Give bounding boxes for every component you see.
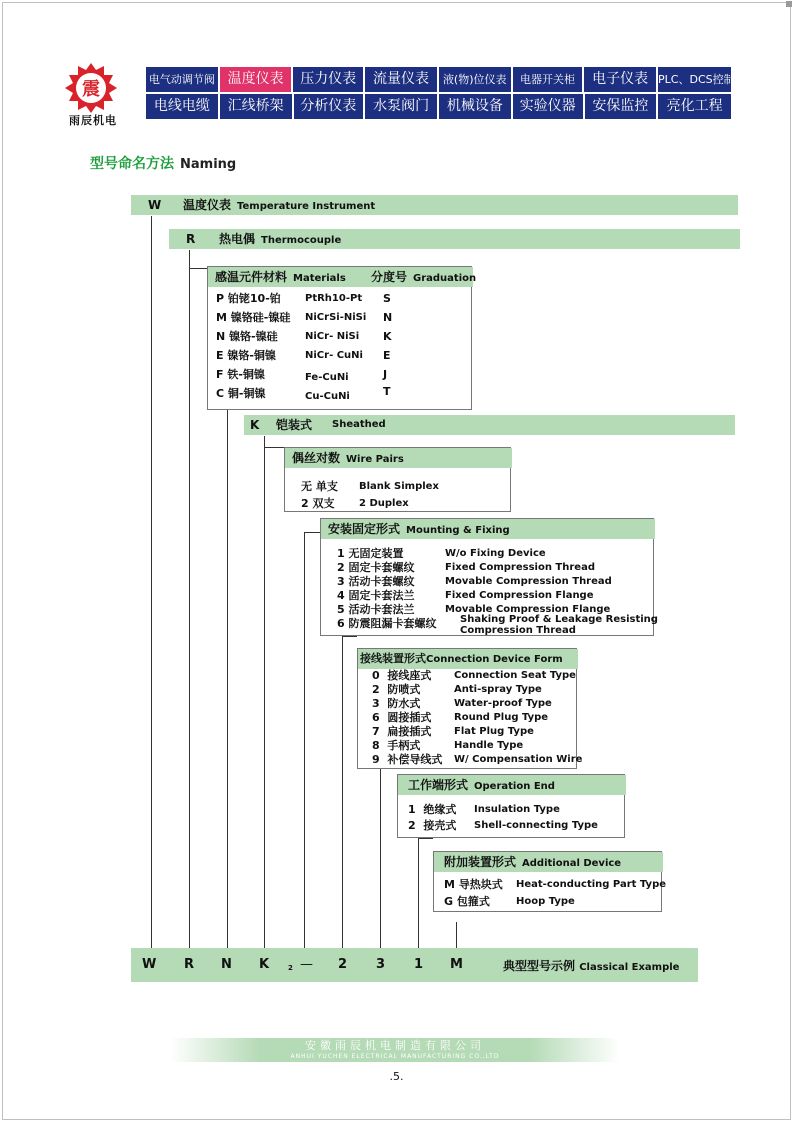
connector-n: [227, 410, 228, 948]
material-en: NiCr- CuNi: [305, 350, 363, 361]
additional-en: Heat-conducting Part Type: [516, 879, 667, 890]
additional-cn: 包箍式: [456, 895, 490, 908]
connection-code: 2: [372, 683, 380, 696]
material-code: M: [216, 311, 227, 324]
mounting-code: 1: [337, 547, 345, 560]
connection-cn: 防水式: [387, 697, 421, 710]
operation-en: Shell-connecting Type: [474, 820, 598, 831]
additional-en: Hoop Type: [516, 896, 575, 907]
material-grad: N: [383, 311, 393, 324]
connection-code: 9: [372, 753, 380, 766]
mounting-row: [337, 561, 415, 575]
mounting-box: [320, 518, 658, 636]
wire-pairs-head: [285, 448, 512, 468]
additional-head: [434, 852, 663, 872]
wire-pair-cn: 单支: [315, 480, 338, 493]
material-en: NiCr- NiSi: [305, 331, 360, 342]
wire-pair-code: 2: [301, 497, 309, 510]
nav-item[interactable]: PLC、DCS控制系统: [658, 67, 731, 92]
operation-row: [408, 803, 456, 817]
nav-item[interactable]: 流量仪表: [365, 67, 437, 92]
mounting-row: [337, 575, 415, 589]
operation-head-en: Operation End: [474, 781, 555, 792]
level-w-code: W: [148, 198, 162, 212]
operation-head: [398, 775, 626, 795]
connector-pairs: [304, 532, 305, 948]
mounting-cn: 固定卡套法兰: [348, 589, 415, 602]
logo-text: 雨辰机电: [69, 114, 117, 127]
section-title-en: Naming: [180, 157, 237, 172]
material-code: C: [216, 387, 225, 400]
connector-r-h: [189, 268, 207, 269]
mounting-en: Movable Compression Flange: [445, 604, 611, 615]
mounting-code: 5: [337, 603, 345, 616]
mounting-row: [337, 617, 437, 631]
material-en: Cu-CuNi: [305, 391, 350, 402]
mounting-en: W/o Fixing Device: [445, 548, 546, 559]
mounting-cn: 活动卡套螺纹: [348, 575, 415, 588]
material-grad: E: [383, 349, 391, 362]
materials-head-cn: 感温元件材料: [215, 270, 288, 284]
connection-head-cn: 接线装置形式: [360, 652, 426, 665]
connector-op-h: [418, 838, 433, 839]
operation-cn: 接壳式: [423, 819, 457, 832]
wire-pair-row: [301, 497, 335, 511]
mounting-cn: 固定卡套螺纹: [348, 561, 415, 574]
additional-box: [433, 851, 667, 912]
material-row: [216, 292, 281, 306]
mounting-en-line1: Shaking Proof & Leakage Resisting: [460, 614, 658, 625]
nav-item[interactable]: 电气动调节阀: [146, 67, 218, 92]
connection-en: Round Plug Type: [454, 712, 549, 723]
mounting-code: 4: [337, 589, 345, 602]
connector-op: [418, 838, 419, 948]
wire-pairs-head-en: Wire Pairs: [346, 454, 404, 465]
connection-code: 6: [372, 711, 380, 724]
operation-code: 2: [408, 819, 416, 832]
wire-pairs-head-cn: 偶丝对数: [292, 451, 341, 465]
connection-row: [372, 739, 420, 753]
operation-en: Insulation Type: [474, 804, 560, 815]
connection-code: 8: [372, 739, 380, 752]
connector-add: [456, 922, 457, 948]
wire-pairs-box: [284, 447, 511, 512]
corner-mark: [786, 1, 792, 7]
connection-cn: 圆接插式: [387, 711, 432, 724]
nav-row-1: [146, 67, 757, 92]
level-k-cn: 铠装式: [276, 418, 313, 432]
mounting-row: [337, 589, 415, 603]
mounting-cn: 活动卡套法兰: [348, 603, 415, 616]
mounting-head: [321, 519, 655, 539]
material-grad: J: [383, 368, 388, 381]
material-row: [216, 368, 265, 382]
level-w-en: Temperature Instrument: [237, 201, 376, 212]
nav-item[interactable]: 电器开关柜: [513, 67, 583, 92]
level-w-bar: [131, 195, 738, 215]
nav-item[interactable]: 亮化工程: [658, 94, 731, 119]
logo-char: 震: [82, 79, 100, 100]
nav-item[interactable]: 电线电缆: [146, 94, 218, 119]
wire-pair-row: [301, 480, 338, 494]
example-letter: K: [259, 957, 270, 972]
connection-cn: 防喷式: [387, 683, 421, 696]
mounting-en: [460, 614, 658, 636]
material-code: E: [216, 349, 224, 362]
operation-box: [397, 774, 625, 838]
mounting-row: [337, 603, 415, 617]
example-letter: R: [184, 957, 195, 972]
connection-cn: 扁接插式: [387, 725, 432, 738]
connector-mount: [342, 636, 343, 948]
material-grad: K: [383, 330, 392, 343]
mounting-en: Fixed Compression Thread: [445, 562, 595, 573]
section-title: [90, 153, 236, 173]
mounting-code: 3: [337, 575, 345, 588]
connection-code: 7: [372, 725, 380, 738]
level-k-en: Sheathed: [332, 419, 386, 430]
connection-row: [372, 683, 420, 697]
example-label-cn: 典型型号示例: [503, 959, 576, 973]
nav-item[interactable]: 安保监控: [585, 94, 657, 119]
connector-r: [189, 250, 190, 948]
connection-cn: 补偿导线式: [387, 753, 443, 766]
footer-band: [170, 1038, 620, 1062]
footer-company-cn: 安徽雨辰机电制造有限公司: [305, 1039, 485, 1052]
example-label: [503, 957, 679, 974]
additional-head-cn: 附加装置形式: [444, 855, 517, 869]
nav-item[interactable]: 机械设备: [439, 94, 511, 119]
nav-item[interactable]: 水泵阀门: [365, 94, 437, 119]
example-letter: W: [142, 957, 157, 972]
connection-en: Flat Plug Type: [454, 726, 534, 737]
nav-item[interactable]: 压力仪表: [293, 67, 363, 92]
example-letter: 1: [414, 957, 424, 972]
connection-en: Handle Type: [454, 740, 524, 751]
connection-row: [372, 697, 420, 711]
mounting-en-line2: Compression Thread: [460, 625, 576, 636]
example-letter: M: [450, 957, 463, 972]
operation-head-cn: 工作端形式: [408, 778, 469, 792]
connection-code: 3: [372, 697, 380, 710]
wire-pair-cn: 双支: [312, 497, 335, 510]
connector-conn: [380, 768, 381, 948]
level-r-code: R: [186, 232, 196, 246]
wire-pair-en: Blank Simplex: [359, 481, 439, 492]
connection-row: [372, 669, 431, 683]
material-grad: T: [383, 385, 391, 398]
mounting-cn: 无固定装置: [348, 547, 404, 560]
material-en: Fe-CuNi: [305, 372, 349, 383]
nav-item[interactable]: 分析仪表: [294, 94, 364, 119]
mounting-code: 2: [337, 561, 345, 574]
nav-row-2: [146, 94, 731, 119]
nav-item-active[interactable]: 温度仪表: [220, 67, 292, 92]
materials-box: [207, 266, 477, 410]
category-nav: [146, 67, 757, 119]
material-code: P: [216, 292, 225, 305]
material-code: F: [216, 368, 224, 381]
page-number: .5.: [389, 1070, 404, 1083]
connection-box: [357, 648, 583, 769]
connection-row: [372, 753, 442, 767]
wire-pair-en: 2 Duplex: [359, 498, 409, 509]
connector-k-h: [264, 447, 284, 448]
material-row: [216, 311, 290, 325]
mounting-row: [337, 547, 404, 561]
mounting-head-en: Mounting & Fixing: [406, 525, 510, 536]
materials-head: [208, 267, 477, 287]
material-cn: 镍铬硅-镍硅: [230, 311, 291, 324]
mounting-en: Movable Compression Thread: [445, 576, 612, 587]
additional-code: G: [444, 895, 454, 908]
additional-cn: 导热块式: [458, 878, 503, 891]
material-cn: 铜-铜镍: [227, 387, 266, 400]
example-dash: —: [300, 957, 313, 972]
graduation-head: [371, 267, 476, 289]
level-k-bar: [244, 415, 735, 435]
connector-k: [264, 436, 265, 948]
wire-pair-code: 无: [301, 480, 312, 493]
example-letter: N: [221, 957, 232, 972]
connector-mount-h: [342, 636, 357, 637]
connection-head: [358, 649, 578, 669]
connector-w: [151, 216, 152, 948]
additional-row: [444, 895, 490, 909]
material-cn: 铁-铜镍: [227, 368, 265, 381]
level-r-bar: [169, 229, 740, 249]
operation-code: 1: [408, 803, 416, 816]
operation-cn: 绝缘式: [423, 803, 457, 816]
footer-company-en: ANHUI YUCHEN ELECTRICAL MANUFACTURING CO.,LTD: [290, 1053, 500, 1060]
example-letter: 3: [376, 957, 386, 972]
material-row: [216, 330, 278, 344]
example-letter: 2: [338, 957, 348, 972]
mounting-en: Fixed Compression Flange: [445, 590, 594, 601]
material-code: N: [216, 330, 226, 343]
nav-item[interactable]: 实验仪器: [513, 94, 583, 119]
material-cn: 镍铬-镍硅: [229, 330, 278, 343]
additional-head-en: Additional Device: [522, 858, 622, 869]
material-row: [216, 387, 266, 401]
connection-cn: 手柄式: [387, 739, 421, 752]
nav-item[interactable]: 电子仪表: [584, 67, 656, 92]
material-en: PtRh10-Pt: [305, 293, 363, 304]
materials-head-en: Materials: [293, 273, 346, 284]
connection-en: Connection Seat Type: [454, 670, 576, 681]
connection-head-en: Connection Device Form: [426, 654, 563, 665]
graduation-head-cn: 分度号: [371, 270, 408, 284]
level-r-cn: 热电偶: [219, 232, 256, 246]
graduation-head-en: Graduation: [413, 273, 477, 284]
mounting-head-cn: 安装固定形式: [328, 522, 401, 536]
material-row: [216, 349, 276, 363]
level-k-code: K: [250, 418, 260, 432]
mounting-code: 6: [337, 617, 345, 630]
example-label-en: Classical Example: [579, 962, 680, 973]
nav-item[interactable]: 汇线桥架: [220, 94, 292, 119]
example-subscript: 2: [288, 964, 293, 972]
additional-row: [444, 878, 503, 892]
connection-row: [372, 711, 431, 725]
connection-cn: 接线座式: [387, 669, 432, 682]
material-en: NiCrSi-NiSi: [305, 312, 367, 323]
operation-row: [408, 819, 456, 833]
level-w-cn: 温度仪表: [183, 198, 232, 212]
connection-row: [372, 725, 431, 739]
nav-item[interactable]: 液(物)位仪表: [439, 67, 511, 92]
connection-code: 0: [372, 669, 380, 682]
additional-code: M: [444, 878, 455, 891]
level-r-label: [219, 229, 341, 251]
connection-en: Anti-spray Type: [454, 684, 542, 695]
classical-example-bar: [131, 948, 698, 982]
section-title-cn: 型号命名方法: [90, 156, 174, 172]
mounting-cn: 防震阻漏卡套螺纹: [348, 617, 437, 630]
connection-en: Water-proof Type: [454, 698, 552, 709]
material-cn: 镍铬-铜镍: [227, 349, 276, 362]
material-grad: S: [383, 292, 391, 305]
level-w-label: [183, 195, 375, 217]
material-cn: 铂铑10-铂: [227, 292, 281, 305]
level-r-en: Thermocouple: [261, 235, 342, 246]
connector-pairs-h: [304, 532, 320, 533]
connection-en: W/ Compensation Wire: [454, 754, 583, 765]
